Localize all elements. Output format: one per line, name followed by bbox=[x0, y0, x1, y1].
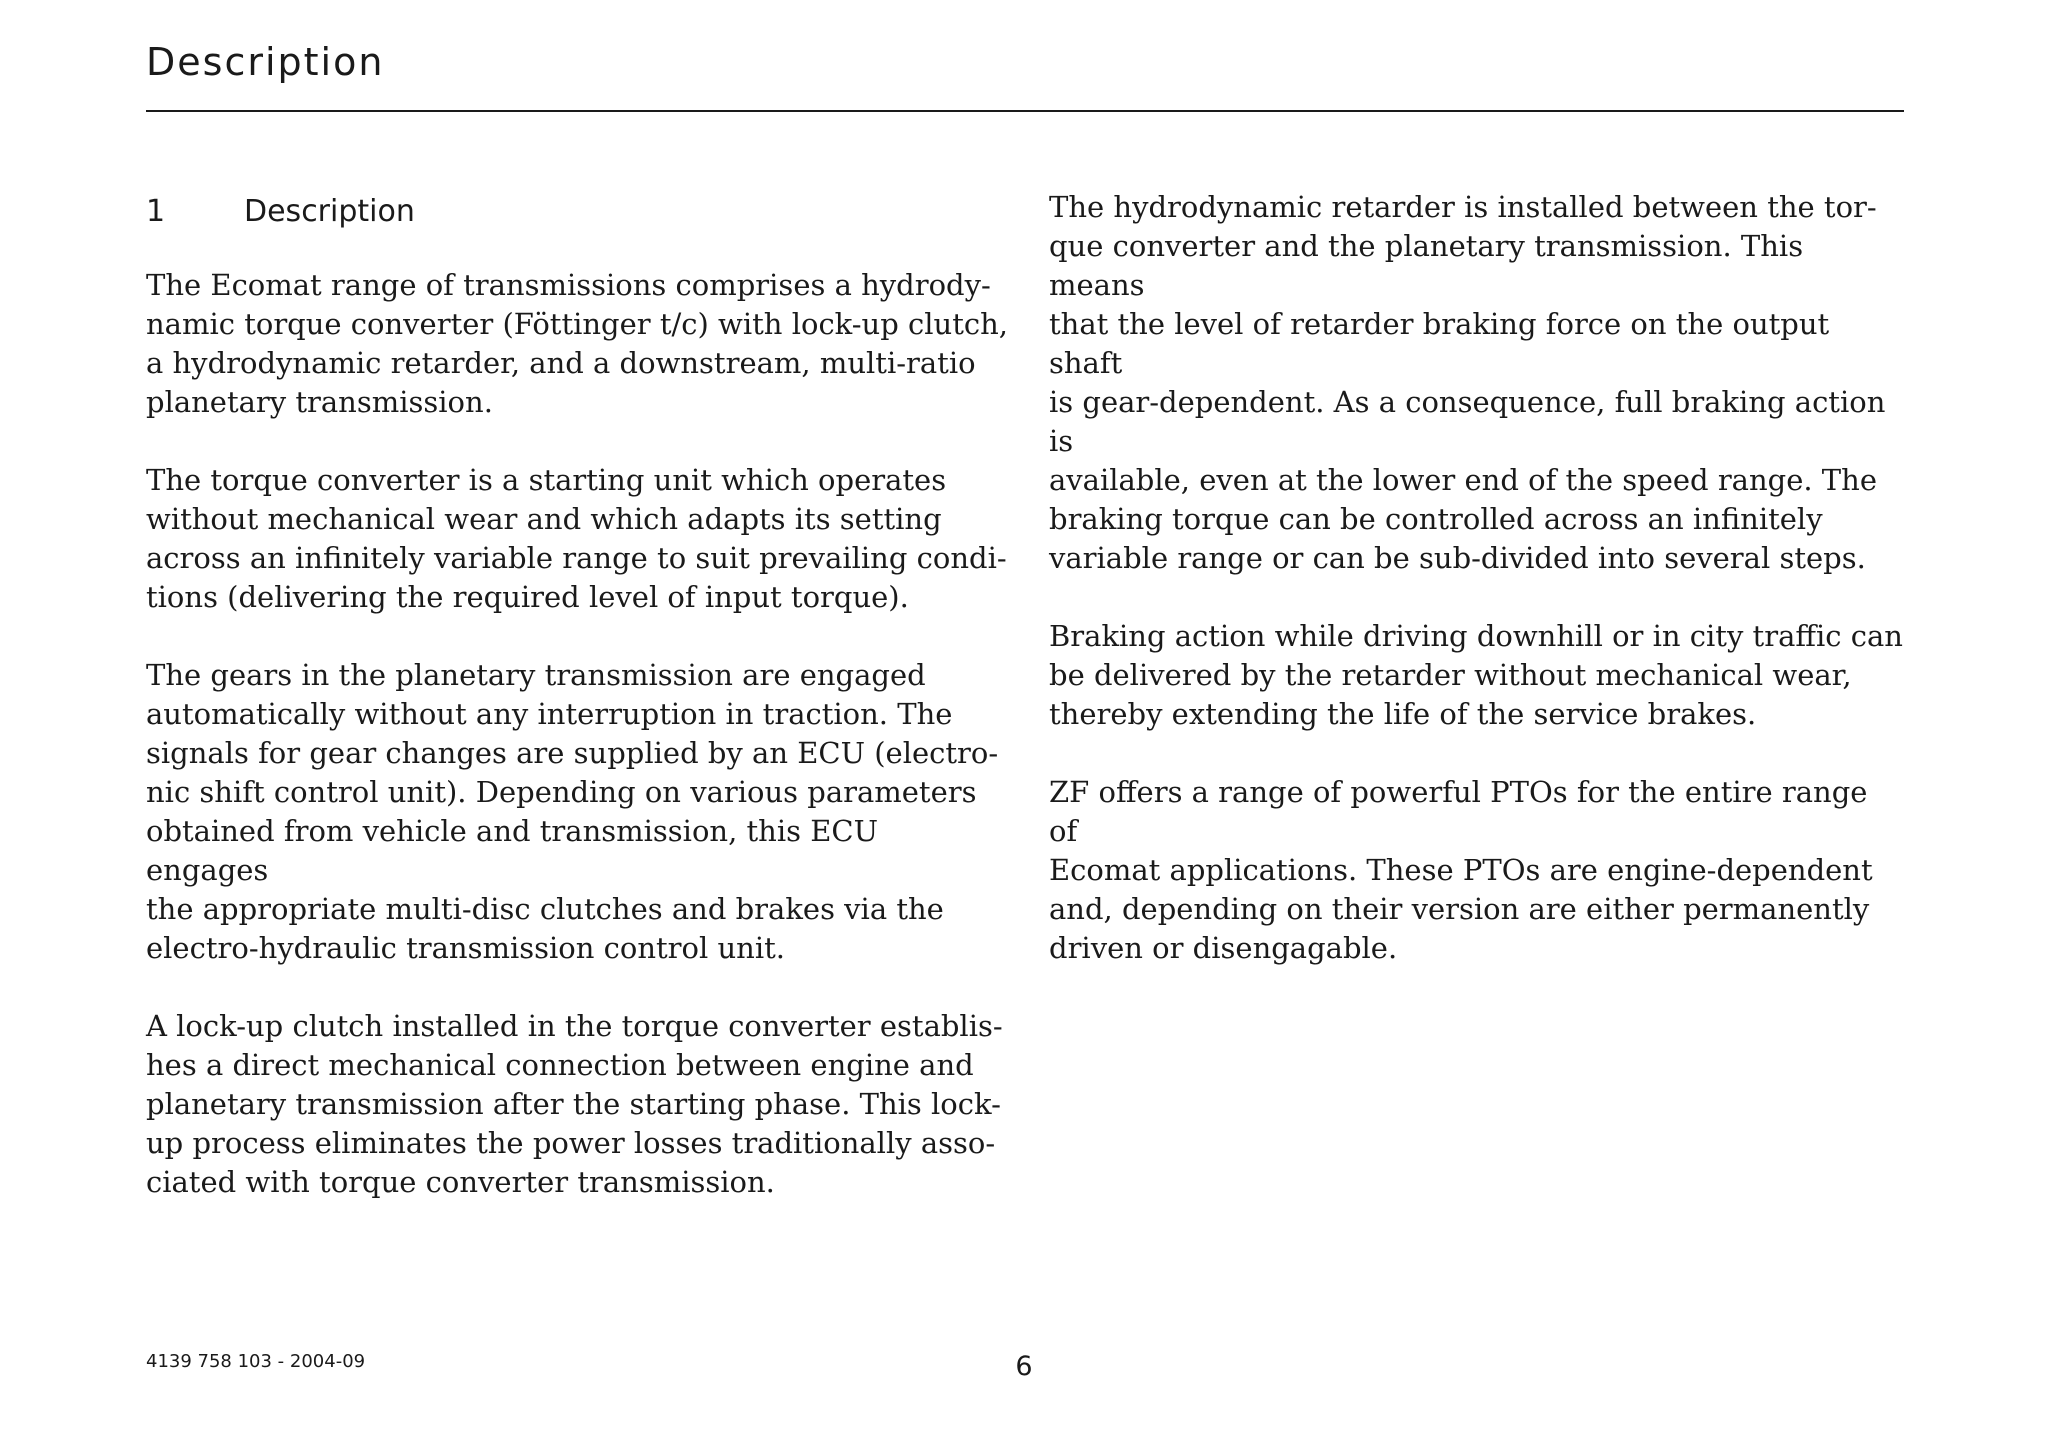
page-header-title: Description bbox=[146, 40, 385, 84]
header-divider bbox=[146, 110, 1904, 112]
paragraph-torque-converter: The torque converter is a starting unit which operates without mechanical wear and which adapts its setting across an infinitely variable range to suit prevailing condi- tions (delivering the required level of input torque). bbox=[146, 463, 1007, 614]
section-number: 1 bbox=[146, 194, 166, 229]
right-text-column bbox=[1049, 188, 1904, 1007]
paragraph-retarder: The hydrodynamic retarder is installed between the tor- que converter and the planetary transmission. This means that the level of retarder braking force on the output shaft is gear-dependent. As a consequence, full braking action is available, even at the lower end of the speed range. The braking torque can be controlled across an infinitely variable range or can be sub-divided into several steps. bbox=[1049, 190, 1886, 575]
document-code: 4139 758 103 - 2004-09 bbox=[146, 1351, 366, 1372]
section-title: Description bbox=[244, 194, 415, 229]
paragraph-ptos: ZF offers a range of powerful PTOs for the entire range of Ecomat applications. These PTOs are engine-dependent and, depending on their version are either permanently driven or disengagable. bbox=[1049, 775, 1873, 965]
section-heading bbox=[146, 192, 415, 232]
paragraph-transmission-overview: The Ecomat range of transmissions comprises a hydrody- namic torque converter (Föttinger t/c) with lock-up clutch, a hydrodynamic retarder, and a downstream, multi-ratio planetary transmission. bbox=[146, 268, 1008, 419]
page-number: 6 bbox=[1015, 1351, 1033, 1382]
paragraph-braking-action: Braking action while driving downhill or in city traffic can be delivered by the retarder without mechanical wear, thereby extending the life of the service brakes. bbox=[1049, 619, 1903, 731]
paragraph-gear-engagement: The gears in the planetary transmission are engaged automatically without any interruption in traction. The signals for gear changes are supplied by an ECU (electro- nic shift control unit). Depending on various parameters obtained from vehicle and transmission, this ECU engages the appropriate multi-disc clutches and brakes via the electro-hydraulic transmission control unit. bbox=[146, 658, 999, 965]
left-text-column bbox=[146, 266, 1008, 1241]
paragraph-lock-up-clutch: A lock-up clutch installed in the torque converter establis- hes a direct mechanical connection between engine and planetary transmission after the starting phase. This lock- up process eliminates the power losses traditionally asso- ciated with torque converter transmission. bbox=[146, 1009, 1003, 1199]
